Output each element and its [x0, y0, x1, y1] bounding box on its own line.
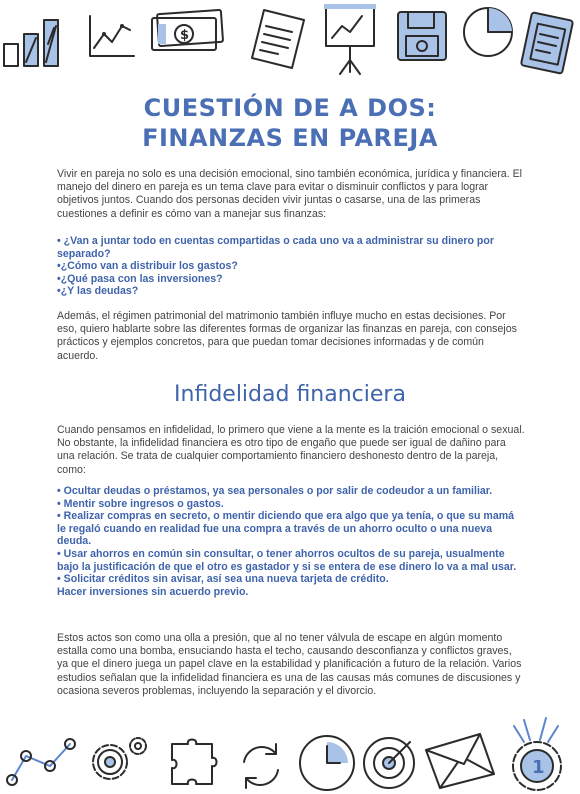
- presentation-board-icon: [322, 2, 378, 76]
- list-item: • Mentir sobre ingresos o gastos.: [57, 497, 224, 510]
- gears-icon: [84, 732, 152, 792]
- line-chart-icon: [86, 12, 138, 60]
- top-decoration: [0, 0, 580, 80]
- target-icon: [360, 734, 418, 792]
- puzzle-icon: [166, 738, 228, 794]
- money-bills-icon: [148, 10, 228, 52]
- section-heading: Infidelidad financiera: [174, 382, 406, 407]
- intro-paragraph: Vivir en pareja no solo es una decisión emocional, sino también económica, jurídica y financiera. El manejo del dinero en pareja es un tema clave para evitar o disminuir conflictos y para lograr objetivos juntos. Cuando dos personas deciden vivir juntas o casarse, una de las primeras cuestiones a definir es cómo van a manejar sus finanzas:: [57, 168, 523, 220]
- intro-paragraph-2: Además, el régimen patrimonial del matrimonio también influye mucho en estas decisiones. Por eso, quiero hablarte sobre las diferentes formas de organizar las finanzas en pareja, con consejos prácticos y ejemplos concretos, para que puedan tomar decisiones informadas y de común acuerdo.: [57, 310, 517, 362]
- medal-number: 1: [532, 757, 545, 778]
- list-item: • Solicitar créditos sin avisar, así sea una nueva tarjeta de crédito.: [57, 573, 389, 586]
- infidelity-items-list: [57, 485, 525, 598]
- refresh-arrows-icon: [234, 738, 288, 794]
- intro-questions-list: [57, 235, 525, 298]
- pie-chart-icon: [460, 4, 516, 60]
- list-item: •¿Qué pasa con las inversiones?: [57, 272, 223, 285]
- network-icon: [4, 736, 78, 786]
- list-item: • ¿Van a juntar todo en cuentas compartidas o cada uno va a administrar su dinero por separado?: [57, 235, 494, 260]
- page-title-line-1: CUESTIÓN DE A DOS:: [143, 94, 437, 122]
- bar-chart-icon: [0, 14, 82, 70]
- list-item: •¿Y las deudas?: [57, 285, 139, 298]
- envelope-icon: [420, 730, 500, 790]
- closing-paragraph: Estos actos son como una olla a presión, que al no tener válvula de escape en algún momento estalla como una bomba, ensuciando hasta el techo, causando desconfianza y conflictos graves, ya que el dinero juega un papel clave en la estabilidad y planificación a futuro de la relación. Varios estudios señalan que la infidelidad financiera es una de las causas más comunes de discusiones y ocasiona severos problemas, incluyendo la separación y el divorcio.: [57, 632, 522, 697]
- floppy-disk-icon: [394, 8, 450, 64]
- svg-text:$: $: [180, 28, 190, 43]
- list-item: Hacer inversiones sin acuerdo previo.: [57, 585, 249, 598]
- list-item: •¿Cómo van a distribuir los gastos?: [57, 260, 238, 273]
- page-title-line-2: FINANZAS EN PAREJA: [142, 124, 438, 152]
- list-item: • Realizar compras en secreto, o mentir diciendo que era algo que ya tenía, o que su mamá le regaló cuando en realidad fue una compra a través de un ahorro oculto o una nueva deuda.: [57, 510, 515, 548]
- clipboard-icon: [518, 6, 576, 74]
- document-icon: [248, 6, 310, 72]
- list-item: • Usar ahorros en común sin consultar, o tener ahorros ocultos de su pareja, usualmente bajo la justificación de que el otro es gastador y si se entera de ese dinero lo va a mal usar.: [57, 547, 517, 573]
- list-item: • Ocultar deudas o préstamos, ya sea personales o por salir de codeudor a un familiar.: [57, 485, 493, 497]
- clock-icon: [296, 732, 358, 794]
- medal-icon: [500, 716, 574, 794]
- bottom-decoration: [0, 712, 580, 794]
- section-paragraph: Cuando pensamos en infidelidad, lo primero que viene a la mente es la traición emocional o sexual. No obstante, la infidelidad financiera es otro tipo de engaño que puede ser igual de dañino para una relación. Se trata de cualquier comportamiento financiero deshonesto dentro de la pareja, como:: [57, 424, 525, 476]
